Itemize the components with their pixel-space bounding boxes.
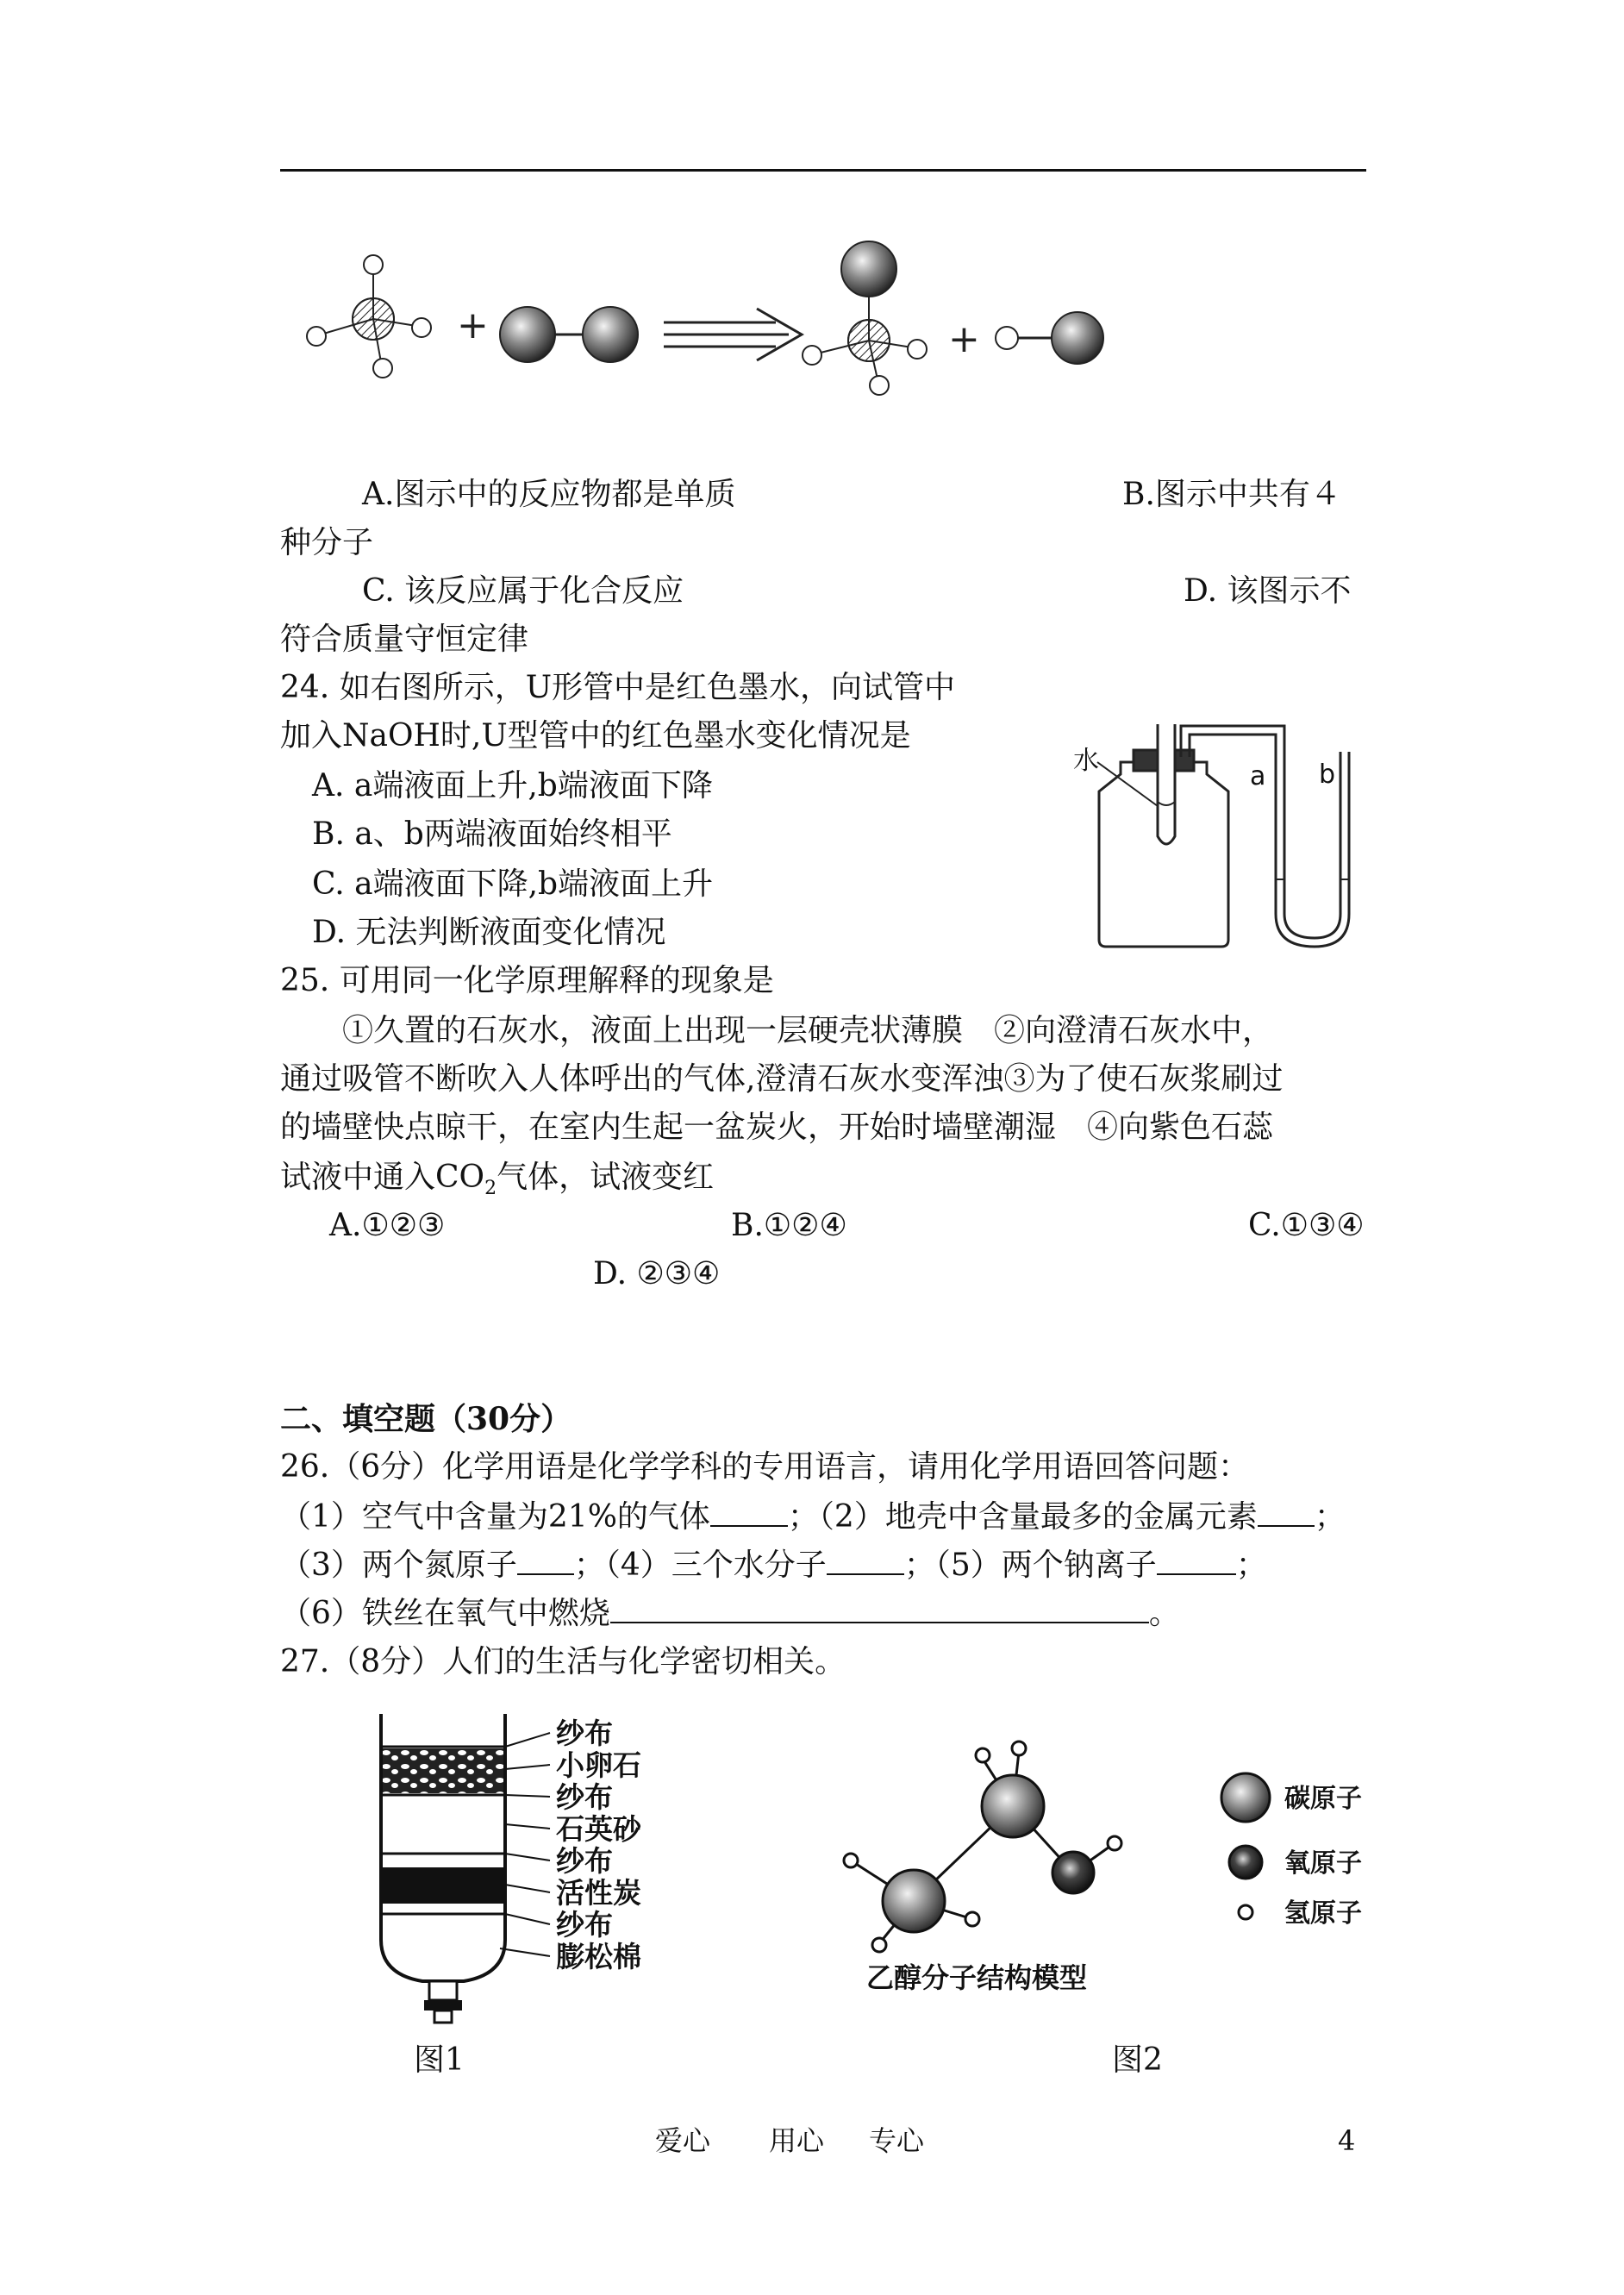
filter-label-6: 活性炭 (556, 1876, 641, 1910)
answer-blank-5[interactable] (1157, 1542, 1236, 1575)
filter-label-8: 膨松棉 (556, 1940, 641, 1973)
q26-line3: （6）铁丝在氧气中燃烧 。 (280, 1590, 1180, 1638)
product-molecule-1 (803, 241, 927, 395)
q23-option-d: D. 该图示不 (1184, 573, 1352, 609)
q27-stem: 27.（8分）人们的生活与化学密切相关。 (280, 1644, 846, 1679)
q25-body-line3: 的墙壁快点晾干，在室内生起一盆炭火，开始时墙壁潮湿 ④向紫色石蕊 (280, 1110, 1274, 1145)
answer-blank-2[interactable] (1258, 1494, 1315, 1527)
label-water: 水 (1073, 746, 1099, 776)
q24-option-b: B. a、b两端液面始终相平 (312, 816, 672, 852)
ethanol-atoms (844, 1742, 1121, 1952)
q24-option-a: A. a端液面上升,b端液面下降 (312, 768, 713, 804)
answer-blank-1[interactable] (710, 1494, 788, 1527)
figure-1-title: 图1 (414, 2042, 465, 2078)
reactant-molecule-2 (500, 307, 638, 362)
answer-blank-3[interactable] (517, 1542, 574, 1575)
legend-hydrogen: 氢原子 (1284, 1898, 1362, 1929)
q23-option-d-cont: 符合质量守恒定律 (280, 622, 529, 657)
carbon-layer (383, 1867, 503, 1904)
atom-legend (1221, 1773, 1362, 1929)
section-title: 二、填空题（30分） (280, 1401, 572, 1437)
hydrogen-atom-icon (1239, 1905, 1252, 1919)
filter-label-7: 纱布 (556, 1908, 613, 1942)
reaction-arrow (664, 309, 802, 360)
water-filter-figure (362, 1707, 707, 2026)
ethanol-caption: 乙醇分子结构模型 (866, 1961, 1088, 1994)
ethanol-model-figure (828, 1724, 1414, 2000)
reaction-diagram (284, 233, 1146, 405)
filter-label-2: 小卵石 (556, 1748, 641, 1782)
answer-blank-6[interactable] (610, 1591, 1149, 1623)
q25-body-line1: ①久置的石灰水，液面上出现一层硬壳状薄膜 ②向澄清石灰水中， (342, 1013, 1274, 1048)
q25-option-c: C.①③④ (1248, 1208, 1365, 1243)
q24-option-d: D. 无法判断液面变化情况 (312, 915, 666, 950)
q24-stem-line1: 24. 如右图所示，U形管中是红色墨水，向试管中 (280, 670, 956, 705)
q23-option-c: C. 该反应属于化合反应 (362, 573, 684, 609)
q25-stem: 25. 可用同一化学原理解释的现象是 (280, 963, 774, 998)
footer-middle: 用心 (769, 2124, 825, 2157)
answer-blank-4[interactable] (827, 1542, 904, 1575)
product-molecule-2 (996, 312, 1103, 364)
plus-sign-2: + (948, 317, 980, 361)
pebble-layer (383, 1748, 503, 1793)
q23-option-b: B.图示中共有４ (1122, 477, 1341, 512)
filter-label-3: 纱布 (556, 1780, 613, 1814)
q24-option-c: C. a端液面下降,b端液面上升 (312, 866, 714, 902)
footer-right: 专心 (869, 2124, 925, 2157)
carbon-atom-icon (1221, 1773, 1270, 1822)
filter-label-5: 纱布 (556, 1844, 613, 1878)
filter-label-1: 纱布 (556, 1717, 613, 1750)
page-number: 4 (1338, 2124, 1356, 2157)
q25-option-a: A.①②③ (329, 1208, 446, 1243)
header-rule (280, 169, 1366, 172)
footer-left: 爱心 (655, 2124, 711, 2157)
label-b: b (1319, 760, 1336, 790)
plus-sign: + (457, 303, 489, 347)
u-tube-apparatus-figure (1056, 707, 1401, 957)
q25-body-line4: 试液中通入$CO_2$气体，试液变红 (280, 1160, 715, 1200)
figure-2-title: 图2 (1112, 2042, 1163, 2078)
legend-carbon: 碳原子 (1284, 1784, 1362, 1814)
q26-line1: （1）空气中含量为21%的气体 ；（2）地壳中含量最多的金属元素 ； (280, 1493, 1346, 1541)
q25-option-b: B.①②④ (731, 1208, 847, 1243)
oxygen-atom-icon (1229, 1846, 1262, 1879)
filter-label-4: 石英砂 (556, 1812, 641, 1846)
q23-option-b-cont: 种分子 (280, 525, 374, 560)
q24-stem-line2: 加入NaOH时,U型管中的红色墨水变化情况是 (280, 718, 911, 754)
q26-stem: 26.（6分）化学用语是化学学科的专用语言，请用化学用语回答问题： (280, 1449, 1250, 1485)
legend-oxygen: 氧原子 (1284, 1848, 1362, 1879)
label-a: a (1250, 761, 1266, 791)
q25-body-line2: 通过吸管不断吹入人体呼出的气体,澄清石灰水变浑浊③为了使石灰浆刷过 (280, 1061, 1284, 1097)
q25-option-d: D. ②③④ (593, 1256, 721, 1291)
q23-option-a: A.图示中的反应物都是单质 (362, 477, 736, 512)
q26-line2: （3）两个氮原子 ；（4）三个水分子 ；（5）两个钠离子 ； (280, 1541, 1267, 1590)
reactant-molecule-1 (307, 255, 431, 378)
